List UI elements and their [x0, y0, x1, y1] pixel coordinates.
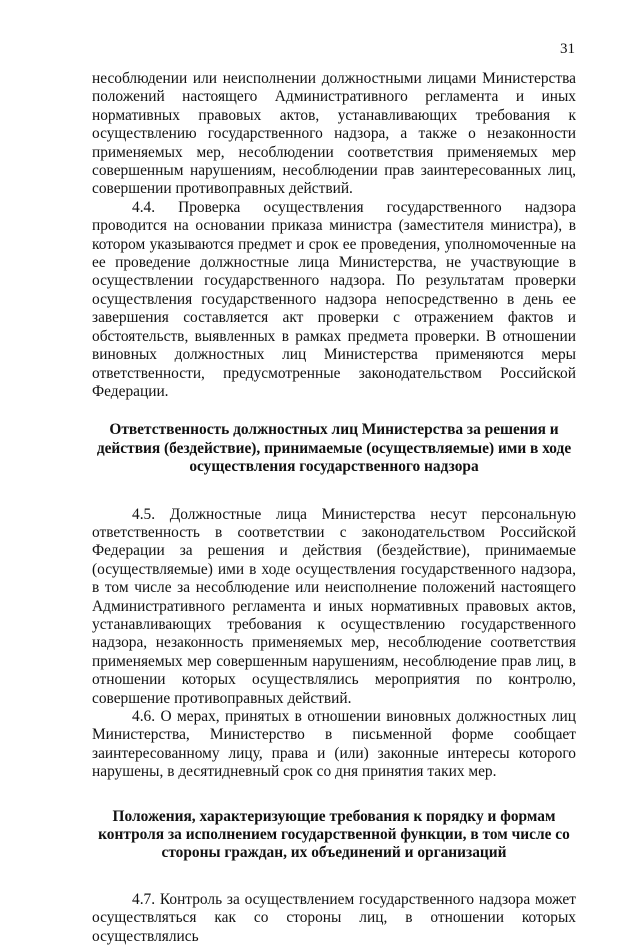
page-number: 31	[560, 41, 575, 57]
paragraph-continuation: несоблюдении или неисполнении должностными лицами Министерства положений настоящего Административного регламента и иных нормативных правовых актов, устанавливающих требования к осуществлению государственного надзора, а также о незаконности применяемых мер, несоблюдении соответствия применяемых мер совершенным нарушениям, несоблюдении прав заинтересованных лиц, совершении противоправных действий.	[92, 70, 576, 198]
paragraph-4-5: 4.5. Должностные лица Министерства несут персональную ответственность в соответствии с законодательством Российской Федерации за решения и действия (бездействие), принимаемые (осуществляемые) ими в ходе осуществления государственного надзора, в том числе за несоблюдение или неисполнение положений настоящего Административного регламента и иных нормативных правовых актов, устанавливающих требования к осуществлению государственного надзора, незаконность применяемых мер, несоблюдение соответствия применяемых мер совершенным нарушениям, несоблюдение прав лиц, в отношении которых осуществлялись мероприятия по контролю, совершение противоправных действий.	[92, 505, 576, 707]
section-heading-responsibility: Ответственность должностных лиц Министерства за решения и действия (бездействие), принимаемые (осуществляемые) ими в ходе осуществления государственного надзора	[96, 421, 572, 476]
paragraph-4-4: 4.4. Проверка осуществления государственного надзора проводится на основании приказа министра (заместителя министра), в котором указываются предмет и срок ее проведения, уполномоченные на ее проведение должностные лица Министерства, не участвующие в осуществлении государственного надзора. По результатам проверки осуществления государственного надзора непосредственно в день ее завершения составляется акт проверки с отражением фактов и обстоятельств, выявленных в рамках предмета проверки. В отношении виновных должностных лиц Министерства применяются меры ответственности, предусмотренные законодательством Российской Федерации.	[92, 198, 576, 400]
paragraph-4-7: 4.7. Контроль за осуществлением государственного надзора может осуществляться как со стороны лиц, в отношении которых осуществлялись	[92, 890, 576, 945]
paragraph-4-6: 4.6. О мерах, принятых в отношении виновных должностных лиц Министерства, Министерство в письменной форме сообщает заинтересованному лицу, права и (или) законные интересы которого нарушены, в десятидневный срок со дня принятия таких мер.	[92, 708, 576, 781]
section-heading-control-requirements: Положения, характеризующие требования к порядку и формам контроля за исполнением государственной функции, в том числе со стороны граждан, их объединений и организаций	[98, 807, 570, 862]
document-body	[92, 70, 576, 946]
